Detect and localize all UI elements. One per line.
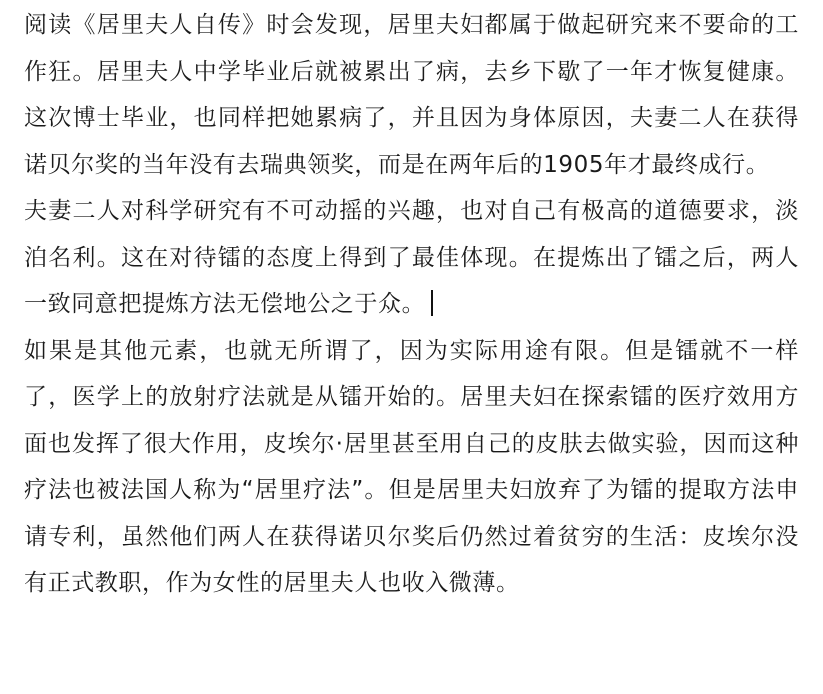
document-body[interactable] (24, 2, 799, 607)
paragraph-1 (24, 2, 799, 188)
paragraph-2 (24, 188, 799, 328)
paragraph-3-text: 如果是其他元素，也就无所谓了，因为实际用途有限。但是镭就不一样了，医学上的放射疗法就是从镭开始的。居里夫妇在探索镭的医疗效用方面也发挥了很大作用，皮埃尔·居里甚至用自己的皮肤去做实验，因而这种疗法也被法国人称为“居里疗法”。但是居里夫妇放弃了为镭的提取方法申请专利，虽然他们两人在获得诺贝尔奖后仍然过着贫穷的生活：皮埃尔没有正式教职，作为女性的居里夫人也收入微薄。 (24, 337, 799, 596)
paragraph-1-text: 阅读《居里夫人自传》时会发现，居里夫妇都属于做起研究来不要命的工作狂。居里夫人中学毕业后就被累出了病，去乡下歇了一年才恢复健康。这次博士毕业，也同样把她累病了，并且因为身体原因，夫妻二人在获得诺贝尔奖的当年没有去瑞典领奖，而是在两年后的1905年才最终成行。 (24, 12, 799, 178)
text-cursor (431, 290, 433, 316)
paragraph-3 (24, 328, 799, 607)
paragraph-2-text: 夫妻二人对科学研究有不可动摇的兴趣，也对自己有极高的道德要求，淡泊名利。这在对待镭的态度上得到了最佳体现。在提炼出了镭之后，两人一致同意把提炼方法无偿地公之于众。 (24, 198, 799, 317)
